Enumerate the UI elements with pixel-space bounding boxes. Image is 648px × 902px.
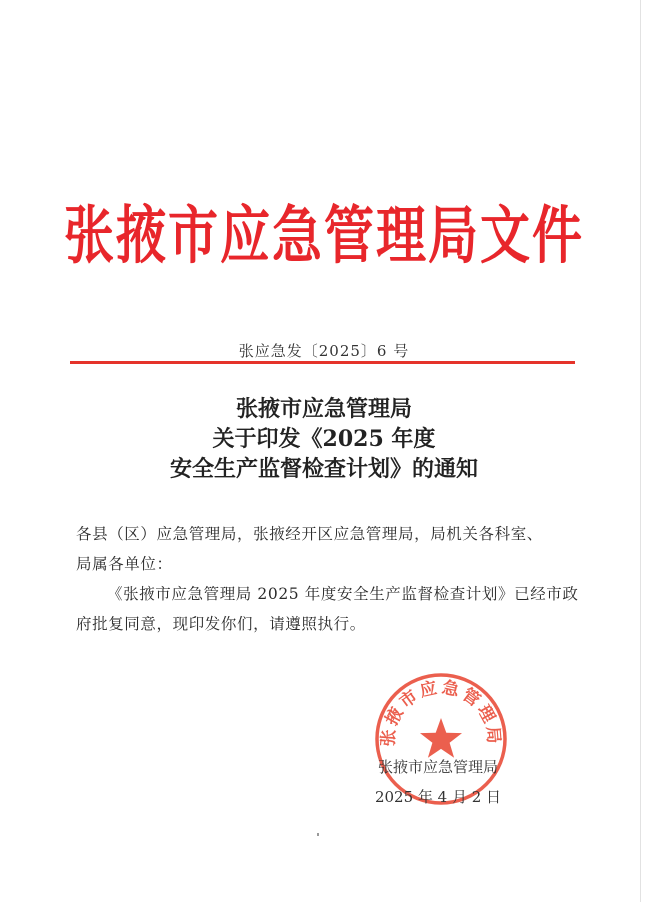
signature-org: 张掖市应急管理局 xyxy=(377,758,498,776)
scan-speck xyxy=(317,833,319,836)
signature-block xyxy=(358,752,518,812)
title-line-1: 张掖市应急管理局 xyxy=(235,396,412,422)
masthead-red-rule xyxy=(70,361,575,364)
recipients-line-2: 局属各单位： xyxy=(76,555,173,573)
title-line-3: 安全生产监督检查计划》的通知 xyxy=(169,456,478,482)
title-line-2: 关于印发《2025 年度 xyxy=(212,426,436,452)
recipients-line-1: 各县（区）应急管理局，张掖经开区应急管理局，局机关各科室、 xyxy=(76,525,543,543)
document-body xyxy=(76,519,581,639)
signature-date: 2025 年 4 月 2 日 xyxy=(374,788,502,806)
body-paragraph: 《张掖市应急管理局 2025 年度安全生产监督检查计划》已经市政府批复同意，现印发你们，请遵照执行。 xyxy=(76,585,579,633)
document-title xyxy=(0,394,648,484)
document-masthead: 张掖市应急管理局文件 xyxy=(64,198,584,272)
document-number: 张应急发〔2025〕6 号 xyxy=(238,342,410,360)
seal-text: 张掖市应急管理局 xyxy=(378,677,504,748)
